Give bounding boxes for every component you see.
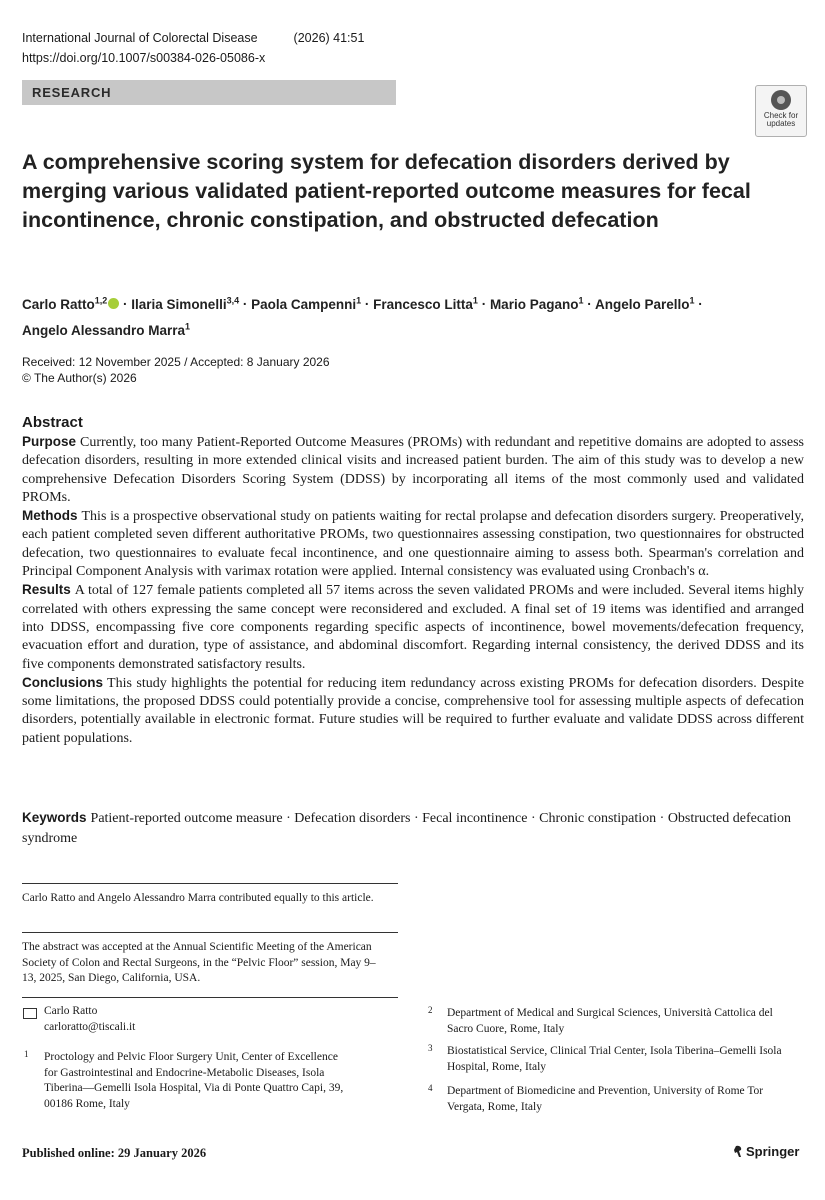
author-list: Carlo Ratto$^{1,2}$ · Ilaria Simonelli$^{3,4}$ · Paola Campenni$^1$ · Francesco Litta$^1$ · Mario Pagano$^1$ · Angelo Parello$^1$ · Angelo Alessandro Marra$^1$ (22, 295, 703, 338)
publisher-name: Springer (746, 1144, 800, 1159)
springer-horse-icon (733, 1145, 743, 1158)
affiliation-number: 2 (428, 1005, 433, 1015)
check-line2: updates (766, 119, 796, 128)
author[interactable]: Francesco Litta$^1$ (373, 295, 478, 312)
abstract-results: Results A total of 127 female patients completed all 57 items across the seven validated PROMs and were included. Several items highly correlated with others expressing the same concept were reconsidered and excluded. A final set of 19 items was identified and arranged into DDSS, encompassing five core components regarding specific aspects of incontinence, bowel movements/defecation frequency, evacuation effort and duration, type of assistance, and abdominal discomfort. Regarding internal consistency, the derived DDSS and its five components demonstrated satisfactory results. (22, 582, 804, 672)
journal-name: International Journal of Colorectal Disease (22, 31, 258, 45)
received-accepted: Received: 12 November 2025 / Accepted: 8 January 2026 (22, 355, 330, 369)
section-banner (22, 80, 396, 105)
affiliation-3: Biostatistical Service, Clinical Trial Center, Isola Tiberina–Gemelli Isola Hospital, Rome, Italy (447, 1045, 782, 1073)
abstract-body (22, 433, 804, 748)
author[interactable]: Paola Campenni$^1$ (251, 295, 362, 312)
keywords-text: Patient-reported outcome measure · Defecation disorders · Fecal incontinence · Chronic constipation · Obstructed defecation syndrome (22, 811, 792, 846)
published-date: Published online: 29 January 2026 (22, 1146, 207, 1160)
affiliation-number: 1 (24, 1049, 29, 1059)
equal-contribution-note: Carlo Ratto and Angelo Alessandro Marra contributed equally to this article. (22, 892, 374, 904)
divider (22, 932, 398, 933)
email-icon (23, 1008, 37, 1019)
doi-link[interactable]: https://doi.org/10.1007/s00384-026-05086-x (22, 51, 266, 65)
check-line1: Check for (763, 111, 799, 120)
affiliation-number: 3 (428, 1043, 433, 1053)
affiliation-number: 4 (428, 1083, 433, 1093)
affiliation-4: Department of Biomedicine and Prevention, University of Rome Tor Vergata, Rome, Italy (447, 1085, 764, 1113)
keywords-label: Keywords (22, 810, 87, 825)
check-updates-icon (771, 90, 791, 110)
contact-email[interactable]: carloratto@tiscali.it (44, 1020, 136, 1033)
author[interactable]: Angelo Parello$^1$ (594, 295, 695, 312)
affiliation-1: Proctology and Pelvic Floor Surgery Unit, Center of Excellence for Gastrointestinal and Endocrine-Metabolic Diseases, Isola Tiberina—Gemelli Isola Hospital, Via di Ponte Quattro Capi, 39, 00186 Rome, Italy (44, 1051, 344, 1110)
keywords (22, 808, 804, 849)
abstract-conclusions: Conclusions This study highlights the potential for reducing item redundancy across existing PROMs for defecation disorders. Despite some limitations, the proposed DDSS could potentially provide a concise, comprehensive tool for assessing multiple aspects of defecation disorders, potentially available in electronic format. Future studies will be required to further evaluate and validate DDSS across different patient populations. (22, 674, 804, 746)
orcid-icon[interactable] (108, 298, 119, 309)
journal-volume: (2026) 41:51 (293, 31, 365, 45)
contact-name: Carlo Ratto (44, 1005, 98, 1017)
abstract-methods: Methods This is a prospective observational study on patients waiting for rectal prolapse and defecation disorders surgery. Preoperatively, each patient completed seven different authoritative PROMs, two questionnaires assessing constipation, two questionnaires for obstructed defecation, two questionnaires to evaluate fecal incontinence, and one questionnaire aiming to assess both. Spearman's correlation and Principal Component Analysis with varimax rotation were applied. Internal consistency was evaluated using Cronbach's α. (22, 508, 804, 580)
journal-header (22, 31, 364, 45)
author[interactable]: Carlo Ratto$^{1,2}$ (22, 295, 108, 312)
abstract-heading: Abstract (22, 414, 83, 431)
check-for-updates-button[interactable] (755, 85, 807, 137)
meeting-note: The abstract was accepted at the Annual Scientific Meeting of the American Society of Colon and Rectal Surgeons, in the “Pelvic Floor” session, May 9–13, 2025, San Diego, California, USA. (22, 941, 376, 984)
article-dates (22, 354, 330, 386)
divider (22, 883, 398, 884)
author[interactable]: Angelo Alessandro Marra$^1$ (22, 321, 191, 338)
corresponding-author (44, 1004, 135, 1035)
affiliation-2: Department of Medical and Surgical Sciences, Università Cattolica del Sacro Cuore, Rome, Italy (447, 1007, 773, 1035)
publisher-logo[interactable] (733, 1144, 799, 1159)
article-title: A comprehensive scoring system for defecation disorders derived by merging various validated patient-reported outcome measures for fecal incontinence, chronic constipation, and obstructed defecation (22, 150, 751, 232)
author[interactable]: Mario Pagano$^1$ (489, 295, 584, 312)
section-label: RESEARCH (32, 85, 112, 100)
copyright: © The Author(s) 2026 (22, 371, 137, 385)
divider (22, 997, 398, 998)
abstract-purpose: Purpose Currently, too many Patient-Reported Outcome Measures (PROMs) with redundant and repetitive domains are adopted to assess defecation disorders, resulting in more extended clinical visits and increased patient burden. The aim of this study was to develop a new comprehensive Defecation Disorders Scoring System (DDSS) by incorporating all items of the most commonly used and validated PROMs. (22, 434, 804, 505)
author[interactable]: Ilaria Simonelli$^{3,4}$ (131, 295, 240, 312)
